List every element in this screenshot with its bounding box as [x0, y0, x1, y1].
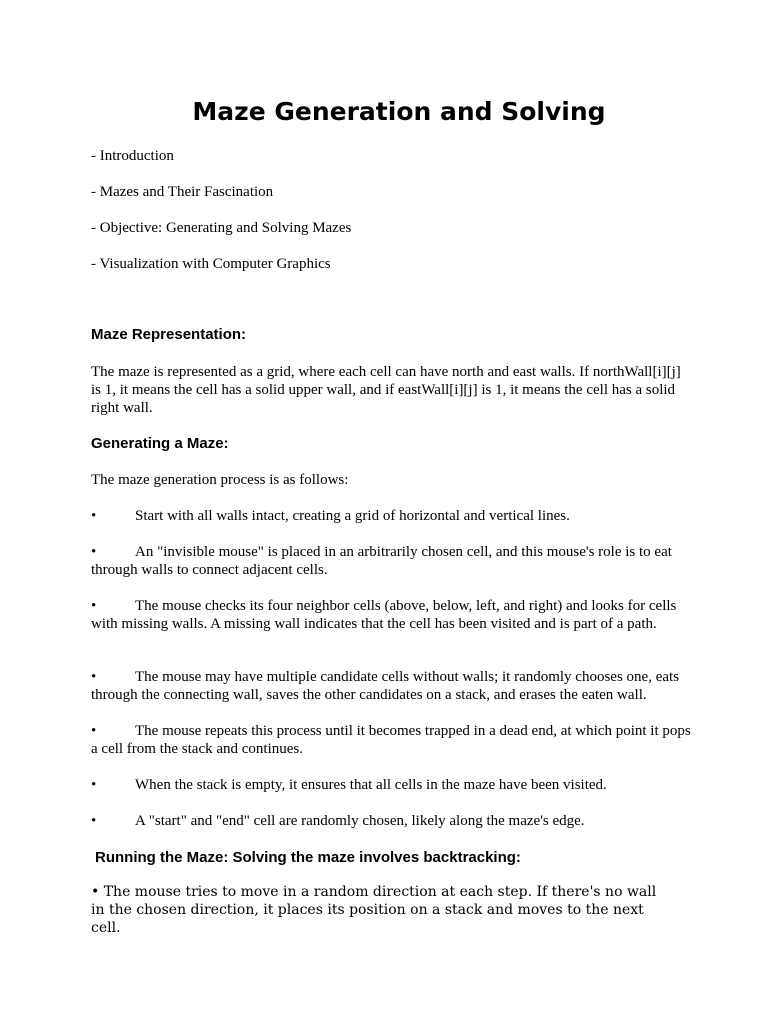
intro-item-objective: - Objective: Generating and Solving Mazes: [91, 220, 352, 236]
generation-bullet: [91, 668, 691, 704]
bullet-text: An "invisible mouse" is placed in an arbitrarily chosen cell, and this mouse's role is to eat through walls to connect adjacent cells.: [91, 544, 672, 578]
heading-running-maze: Running the Maze: Solving the maze involves backtracking:: [95, 849, 521, 866]
intro-item-introduction: - Introduction: [91, 148, 174, 164]
generation-bullet: [91, 722, 691, 758]
generation-bullet: [91, 812, 691, 830]
bullet-marker: •: [91, 723, 97, 739]
intro-item-mazes-fascination: - Mazes and Their Fascination: [91, 184, 274, 200]
bullet-text: The mouse may have multiple candidate cells without walls; it randomly chooses one, eats through the connecting wall, saves the other candidates on a stack, and erases the eaten wall.: [91, 669, 680, 703]
bullet-marker: •: [91, 813, 97, 829]
heading-maze-representation: Maze Representation:: [91, 326, 247, 343]
generation-bullet: [91, 776, 691, 794]
bullet-marker: •: [91, 544, 97, 560]
bullet-marker: •: [91, 508, 97, 524]
bullet-text: The mouse repeats this process until it becomes trapped in a dead end, at which point it pops a cell from the stack and continues.: [91, 723, 691, 757]
bullet-text: Start with all walls intact, creating a grid of horizontal and vertical lines.: [135, 508, 570, 524]
generation-intro-paragraph: The maze generation process is as follows:: [91, 472, 349, 488]
running-paragraph: • The mouse tries to move in a random direction at each step. If there's no wall in the chosen direction, it places its position on a stack and moves to the next cell.: [91, 884, 657, 936]
bullet-text: When the stack is empty, it ensures that all cells in the maze have been visited.: [135, 777, 607, 793]
generation-bullet: [91, 507, 691, 525]
document-title: Maze Generation and Solving: [192, 97, 606, 126]
heading-generating-maze: Generating a Maze:: [91, 435, 229, 452]
bullet-text: The mouse checks its four neighbor cells (above, below, left, and right) and looks for cells with missing walls. A missing wall indicates that the cell has been visited and is part of a path.: [91, 598, 677, 632]
bullet-marker: •: [91, 598, 97, 614]
bullet-marker: •: [91, 777, 97, 793]
generation-bullet: [91, 597, 691, 633]
representation-paragraph: The maze is represented as a grid, where each cell can have north and east walls. If northWall[i][j] is 1, it means the cell has a solid upper wall, and if eastWall[i][j] is 1, it means the cell has a solid right wall.: [91, 364, 681, 416]
bullet-marker: •: [91, 669, 97, 685]
bullet-text: A "start" and "end" cell are randomly chosen, likely along the maze's edge.: [135, 813, 585, 829]
generation-bullet: [91, 543, 691, 579]
intro-item-visualization: - Visualization with Computer Graphics: [91, 256, 331, 272]
